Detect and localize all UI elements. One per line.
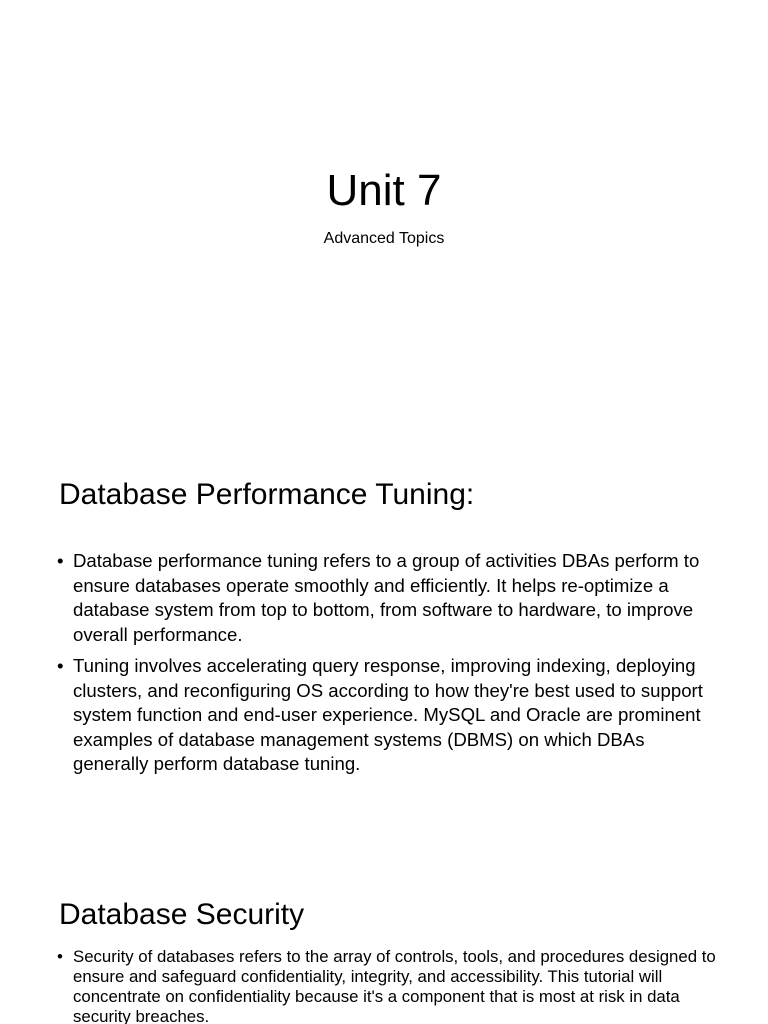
bullet-text: Database performance tuning refers to a group of activities DBAs perform to ensure databases operate smoothly and efficiently. It helps re-optimize a database system from top to bottom, from software to hardware, to improve overall performance. <box>73 550 700 645</box>
slide-title <box>0 0 768 432</box>
slide-title-subtitle: Advanced Topics <box>323 230 445 247</box>
bullet-item <box>57 654 717 777</box>
bullet-dot-icon: • <box>57 655 64 676</box>
bullet-text: Tuning involves accelerating query response, improving indexing, deploying clusters, and reconfiguring OS according to how they're best used to support system function and end-user experience. MySQL and Oracle are prominent examples of database management systems (DBMS) on which DBAs generally perform database tuning. <box>73 655 703 774</box>
bullet-item <box>57 947 717 1024</box>
slide-database-security <box>0 864 768 1024</box>
bullet-list-security <box>57 947 717 1024</box>
bullet-list-performance <box>57 549 717 784</box>
slide-performance-tuning <box>0 432 768 864</box>
bullet-text: Security of databases refers to the array of controls, tools, and procedures designed to ensure and safeguard confidentiality, integrity, and accessibility. This tutorial will concentrate on confidentiality because it's a component that is most at risk in data security breaches. <box>73 947 716 1024</box>
bullet-item <box>57 549 717 647</box>
bullet-dot-icon: • <box>57 947 63 966</box>
slide-heading-security: Database Security <box>59 898 305 931</box>
slide-heading-performance: Database Performance Tuning: <box>59 478 475 511</box>
bullet-dot-icon: • <box>57 550 64 571</box>
slide-title-heading: Unit 7 <box>326 166 442 215</box>
